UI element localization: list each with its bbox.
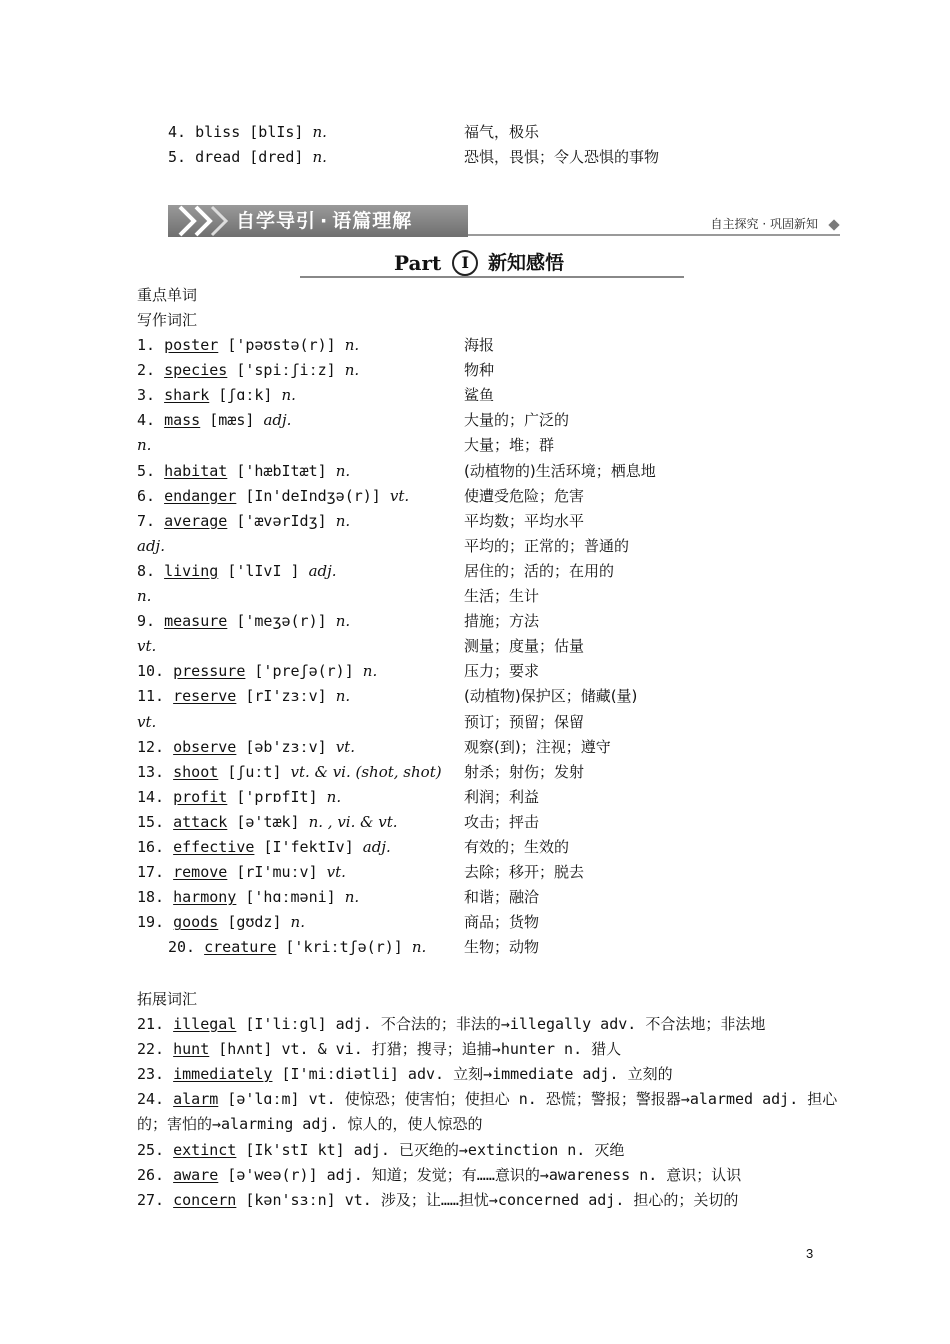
word-pos: n.	[362, 662, 378, 681]
word-text: shoot	[173, 762, 219, 781]
word-meaning: 去除；移开；脱去	[464, 863, 585, 882]
word-number: 4.	[168, 123, 187, 141]
extended-entry	[137, 1062, 673, 1086]
vocab-row	[0, 534, 950, 558]
word-meaning: 福气，极乐	[464, 123, 540, 141]
word-number: 26.	[137, 1165, 165, 1184]
word-meaning: 生物；动物	[464, 938, 540, 957]
extended-row	[0, 1062, 950, 1086]
word-ipa: [In'deIndʒə(r)]	[245, 486, 381, 505]
word-details: [I'miːdiətli] adv. 立刻→immediate adj. 立刻的	[272, 1065, 673, 1084]
vocab-row	[0, 659, 950, 683]
top-word-row	[0, 145, 950, 169]
word-meaning: (动植物)保护区；储藏(量)	[464, 687, 638, 706]
vocab-row	[0, 810, 950, 834]
word-text: profit	[173, 787, 228, 806]
word-text: living	[164, 561, 219, 580]
word-pos: n. , vi. & vt.	[308, 812, 398, 831]
word-entry	[137, 785, 341, 809]
word-number: 14.	[137, 787, 165, 806]
word-entry	[137, 860, 346, 884]
word-meaning: 措施；方法	[464, 612, 540, 631]
word-entry	[137, 659, 377, 683]
vocab-row	[0, 433, 950, 457]
vocab-row	[0, 684, 950, 708]
word-entry	[137, 333, 359, 357]
word-number: 13.	[137, 762, 165, 781]
top-word-row	[0, 120, 950, 144]
vocab-row	[0, 710, 950, 734]
banner-title-a: 自学导引	[236, 210, 317, 232]
word-meaning: 大量的；广泛的	[464, 411, 570, 430]
word-meaning: 压力；要求	[464, 662, 540, 681]
word-details: [Ik'stI kt] adj. 已灭绝的→extinction n. 灭绝	[236, 1140, 625, 1159]
word-pos: n.	[411, 938, 427, 957]
word-number: 15.	[137, 812, 165, 831]
word-meaning: 观察(到)；注视；遵守	[464, 737, 611, 756]
extended-row	[0, 1163, 950, 1187]
word-meaning: 生活；生计	[464, 587, 540, 605]
word-entry	[137, 910, 305, 934]
word-ipa: ['hæbItæt]	[236, 461, 327, 480]
word-details: [hʌnt] vt. & vi. 打猎；搜寻；追捕→hunter n. 猎人	[209, 1040, 622, 1059]
word-text: species	[164, 361, 228, 380]
vocab-row	[0, 383, 950, 407]
word-details: 的；害怕的→alarming adj. 惊人的，使人惊恐的	[137, 1115, 483, 1134]
vocab-row	[0, 760, 950, 784]
word-number: 10.	[137, 662, 165, 681]
part-rule	[300, 276, 684, 278]
word-pos: adj.	[263, 411, 292, 430]
word-number: 11.	[137, 687, 165, 706]
word-number: 21.	[137, 1015, 165, 1033]
banner-title-b: 语篇理解	[332, 210, 413, 232]
word-entry	[168, 120, 327, 144]
part-label-group	[394, 248, 478, 278]
extended-entry	[137, 1037, 621, 1061]
word-ipa: ['spiːʃiːz]	[236, 361, 336, 380]
word-ipa: [mæs]	[209, 411, 255, 430]
word-text: goods	[173, 913, 219, 932]
vocab-row	[0, 333, 950, 357]
word-number: 1.	[137, 336, 156, 354]
word-pos: adj.	[137, 536, 165, 555]
word-text: hunt	[173, 1040, 210, 1059]
word-meaning: 物种	[464, 361, 495, 380]
extended-row	[0, 1037, 950, 1061]
word-entry	[137, 534, 165, 558]
chevron-arrows-icon	[176, 205, 230, 237]
heading-writing-vocab: 写作词汇	[137, 311, 198, 329]
word-entry	[168, 935, 426, 959]
word-pos: vt.	[335, 737, 355, 756]
vocab-row	[0, 408, 950, 432]
word-number: 9.	[137, 612, 156, 631]
banner-dot: ·	[320, 210, 329, 232]
word-meaning: 和谐；融洽	[464, 888, 540, 907]
word-number: 18.	[137, 888, 165, 907]
word-entry	[137, 760, 442, 784]
part-subtitle: 新知感悟	[488, 252, 565, 274]
word-ipa: ['prɒfIt]	[236, 787, 318, 806]
vocab-row	[0, 835, 950, 859]
word-pos: n.	[312, 123, 327, 141]
word-text: attack	[173, 812, 228, 831]
word-pos: n.	[335, 687, 351, 706]
word-number: 20.	[168, 938, 196, 957]
word-pos: n.	[344, 361, 360, 380]
page-number: 3	[806, 1246, 814, 1261]
word-details: [I'liːgl] adj. 不合法的；非法的→illegally adv. 不合法地；非法地	[236, 1015, 766, 1033]
section-banner	[168, 203, 840, 239]
extended-row	[0, 1012, 950, 1036]
word-text: aware	[173, 1165, 219, 1184]
word-text: observe	[173, 737, 237, 756]
word-meaning: 平均的；正常的；普通的	[464, 536, 630, 555]
extended-entry	[137, 1138, 624, 1162]
word-text: endanger	[164, 486, 237, 505]
word-pos: vt.	[389, 486, 410, 505]
extended-entry	[137, 1112, 482, 1136]
vocab-row	[0, 509, 950, 533]
word-text: mass	[164, 411, 201, 430]
word-entry	[137, 810, 398, 834]
word-meaning: 射杀；射伤；发射	[464, 762, 585, 781]
word-pos: n.	[137, 587, 152, 605]
word-text: shark	[164, 386, 210, 405]
word-entry	[137, 684, 350, 708]
vocab-row	[0, 559, 950, 583]
word-pos: n.	[335, 612, 351, 631]
word-details: [ə'lɑːm] vt. 使惊恐；使害怕；使担心 n. 恐慌；警报；警报器→alarmed adj. 担心	[218, 1090, 838, 1109]
word-number: 24.	[137, 1090, 165, 1109]
word-ipa: [I'fektIv]	[263, 838, 354, 856]
word-text: pressure	[173, 662, 246, 681]
word-number: 17.	[137, 863, 165, 882]
word-text: harmony	[173, 888, 237, 907]
vocab-row	[0, 459, 950, 483]
word-entry	[137, 634, 156, 658]
word-text: illegal	[173, 1015, 237, 1033]
word-number: 2.	[137, 361, 156, 380]
extended-row	[0, 1138, 950, 1162]
extended-entry	[137, 1163, 741, 1187]
word-ipa: ['preʃə(r)]	[254, 662, 354, 681]
word-text: poster	[164, 336, 219, 354]
banner-rule	[468, 234, 840, 236]
word-pos: vt.	[326, 863, 346, 882]
word-meaning: 攻击；抨击	[464, 812, 540, 831]
extended-entry	[137, 1188, 738, 1212]
vocab-row	[0, 484, 950, 508]
word-ipa: [gʊdz]	[227, 913, 282, 932]
word-entry	[137, 710, 156, 734]
extended-row	[0, 1087, 950, 1111]
extended-entry	[137, 1012, 765, 1036]
word-ipa: ['ævərIdʒ]	[236, 511, 327, 530]
word-entry	[137, 835, 391, 859]
word-pos: n.	[137, 436, 152, 455]
word-meaning: 使遭受危险；危害	[464, 486, 585, 505]
word-ipa: ['kriːtʃə(r)]	[285, 938, 403, 957]
word-meaning: (动植物的)生活环境；栖息地	[464, 461, 656, 480]
word-number: 23.	[137, 1065, 165, 1084]
word-number: 5.	[168, 148, 187, 166]
part-roman-circle: I	[452, 250, 478, 276]
word-text: reserve	[173, 687, 237, 706]
word-number: 25.	[137, 1140, 165, 1159]
word-details: [ə'weə(r)] adj. 知道；发觉；有……意识的→awareness n. 意识；认识	[218, 1165, 742, 1184]
vocab-row	[0, 584, 950, 608]
word-ipa: [rI'zɜːv]	[245, 687, 327, 706]
word-number: 6.	[137, 486, 156, 505]
word-pos: vt. & vi. (shot, shot)	[290, 762, 442, 781]
word-text: measure	[164, 612, 228, 631]
word-text: remove	[173, 863, 228, 882]
part-label: Part	[394, 251, 442, 275]
word-meaning: 大量；堆；群	[464, 436, 555, 455]
extended-entry	[137, 1087, 837, 1111]
word-number: 5.	[137, 461, 156, 480]
word-number: 4.	[137, 411, 156, 430]
word-meaning: 鲨鱼	[464, 386, 495, 405]
word-pos: n.	[326, 787, 342, 806]
word-text: creature	[204, 938, 277, 957]
word-text: effective	[173, 838, 255, 856]
word-pos: n.	[290, 913, 305, 932]
extended-row	[0, 1112, 950, 1136]
word-pos: n.	[335, 511, 351, 530]
word-meaning: 预订；预留；保留	[464, 712, 585, 731]
word-meaning: 平均数；平均水平	[464, 511, 585, 530]
vocab-row	[0, 910, 950, 934]
word-ipa: [blIs]	[249, 123, 304, 141]
word-pos: n.	[312, 148, 327, 166]
word-ipa: ['hɑːməni]	[245, 888, 336, 907]
word-pos: adj.	[362, 838, 391, 856]
word-text: immediately	[173, 1065, 273, 1084]
word-text: dread	[195, 148, 241, 166]
word-entry	[137, 584, 151, 608]
word-ipa: [əb'zɜːv]	[245, 737, 327, 756]
banner-right-text: 自主探究 · 巩固新知	[710, 217, 818, 231]
word-entry	[137, 433, 151, 457]
word-ipa: ['meʒə(r)]	[236, 612, 327, 631]
vocab-row	[0, 785, 950, 809]
word-text: extinct	[173, 1140, 237, 1159]
word-meaning: 有效的；生效的	[464, 838, 570, 856]
vocab-row	[0, 935, 950, 959]
word-ipa: [ə'tæk]	[236, 812, 300, 831]
word-ipa: [rI'muːv]	[236, 863, 318, 882]
heading-extended-vocab: 拓展词汇	[137, 990, 198, 1008]
vocab-row	[0, 735, 950, 759]
word-pos: adj.	[308, 561, 337, 580]
word-entry	[137, 735, 355, 759]
word-ipa: [ʃuːt]	[227, 762, 282, 781]
diamond-icon	[828, 219, 839, 230]
word-entry	[137, 559, 337, 583]
vocab-row	[0, 609, 950, 633]
word-ipa: [ʃɑːk]	[218, 386, 273, 405]
word-pos: n.	[335, 461, 351, 480]
word-meaning: 居住的；活的；在用的	[464, 561, 615, 580]
word-number: 19.	[137, 913, 165, 932]
heading-key-words: 重点单词	[137, 286, 198, 304]
word-meaning: 海报	[464, 336, 495, 354]
word-pos: n.	[344, 888, 360, 907]
word-text: alarm	[173, 1090, 219, 1109]
word-pos: n.	[281, 386, 296, 405]
word-ipa: ['pəʊstə(r)]	[227, 336, 336, 354]
word-number: 27.	[137, 1190, 165, 1209]
word-text: habitat	[164, 461, 228, 480]
word-text: bliss	[195, 123, 241, 141]
word-pos: n.	[344, 336, 360, 354]
word-entry	[137, 509, 350, 533]
word-meaning: 恐惧，畏惧；令人恐惧的事物	[464, 148, 660, 166]
extended-row	[0, 1188, 950, 1212]
word-entry	[137, 408, 291, 432]
word-details: [kən'sɜːn] vt. 涉及；让……担忧→concerned adj. 担心的；关切的	[236, 1190, 739, 1209]
word-meaning: 测量；度量；估量	[464, 637, 585, 656]
word-number: 16.	[137, 838, 165, 856]
word-entry	[137, 609, 350, 633]
word-entry	[137, 459, 350, 483]
word-entry	[168, 145, 327, 169]
word-entry	[137, 383, 296, 407]
word-entry	[137, 484, 409, 508]
vocab-row	[0, 358, 950, 382]
word-number: 3.	[137, 386, 156, 405]
word-ipa: [dred]	[249, 148, 304, 166]
word-ipa: ['lIvI ]	[227, 561, 300, 580]
vocab-row	[0, 885, 950, 909]
word-entry	[137, 358, 359, 382]
word-pos: vt.	[137, 712, 157, 731]
vocab-row	[0, 860, 950, 884]
word-meaning: 利润；利益	[464, 787, 540, 806]
banner-title	[236, 206, 412, 236]
word-number: 22.	[137, 1040, 165, 1059]
vocab-row	[0, 634, 950, 658]
word-entry	[137, 885, 359, 909]
word-text: average	[164, 511, 228, 530]
word-pos: vt.	[137, 637, 157, 656]
word-number: 7.	[137, 511, 156, 530]
word-text: concern	[173, 1190, 237, 1209]
word-number: 12.	[137, 737, 165, 756]
word-number: 8.	[137, 561, 156, 580]
word-meaning: 商品；货物	[464, 913, 540, 932]
part-header	[300, 248, 684, 280]
